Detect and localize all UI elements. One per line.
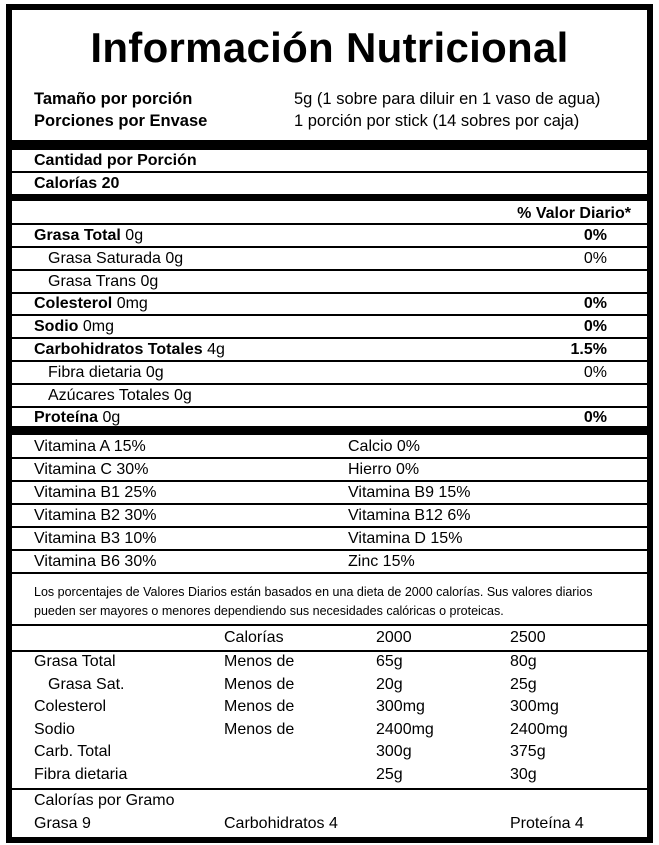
- nutrient-row: [12, 316, 647, 339]
- reference-cell: 2400mg: [510, 720, 568, 738]
- nutrient-label: Grasa Total: [34, 227, 121, 244]
- nutrient-name: [34, 295, 148, 313]
- nutrient-amount: 0g: [125, 227, 144, 244]
- reference-cell: 65g: [376, 653, 403, 670]
- reference-cell: Sodio: [34, 720, 75, 738]
- nutrient-name: [34, 341, 225, 359]
- vitamin-left: Vitamina C 30%: [34, 461, 149, 478]
- label-title: Información Nutricional: [90, 24, 569, 71]
- calories: Calorías 20: [34, 175, 120, 192]
- reference-cell: Grasa Sat.: [48, 675, 125, 693]
- vitamin-right: Calcio 0%: [348, 438, 421, 455]
- vitamin-left: Vitamina B3 10%: [34, 530, 157, 547]
- calories-row: [12, 173, 647, 196]
- nutrient-dv: 1.5%: [570, 341, 607, 358]
- nutrient-row: [12, 225, 647, 248]
- thick-divider: [12, 140, 647, 150]
- nutrient-name: [34, 318, 114, 336]
- servings-per-container-label: Porciones por Envase: [34, 112, 208, 130]
- footnote-divider: [12, 624, 647, 626]
- nutrient-row: [12, 271, 647, 294]
- nutrient-dv: 0%: [583, 363, 607, 381]
- calories-per-gram-carbs: Carbohidratos 4: [224, 815, 338, 832]
- nutrient-amount: 0g: [165, 249, 184, 267]
- reference-header-cell: 2000: [376, 629, 412, 646]
- vitamin-left: Vitamina A 15%: [34, 438, 146, 455]
- nutrient-name: [48, 364, 164, 382]
- serving-size-value: 5g (1 sobre para diluir en 1 vaso de agua): [294, 90, 601, 108]
- vitamin-left: Vitamina B6 30%: [34, 553, 157, 570]
- nutrient-label: Fibra dietaria: [48, 363, 142, 381]
- dv-header: % Valor Diario*: [517, 205, 631, 222]
- dv-footnote: Los porcentajes de Valores Diarios están basados en una dieta de 2000 calorías. Sus valores diarios pueden ser mayores o menores dependiendo sus necesidades calóricas o proteicas.: [34, 585, 593, 618]
- reference-cell: 80g: [510, 653, 537, 670]
- nutrient-label: Colesterol: [34, 295, 113, 313]
- nutrient-name: [34, 227, 143, 245]
- nutrient-dv: 0%: [583, 295, 607, 313]
- serving-size-label: Tamaño por porción: [34, 90, 193, 108]
- vitamin-left: Vitamina B1 25%: [34, 484, 157, 501]
- amount-per-serving-row: [12, 150, 647, 173]
- vitamin-right: Hierro 0%: [348, 461, 420, 478]
- nutrient-dv: 0%: [583, 318, 607, 336]
- nutrient-label: Carbohidratos Totales: [34, 341, 203, 358]
- reference-cell: 25g: [376, 766, 403, 783]
- reference-header-cell: Calorías: [224, 629, 284, 646]
- vitamin-row: [12, 505, 647, 528]
- nutrient-label: Grasa Saturada: [48, 249, 161, 267]
- amount-per-serving: Cantidad por Porción: [34, 152, 197, 169]
- nutrient-row: [12, 362, 647, 385]
- nutrient-row: [12, 339, 647, 362]
- servings-per-container-value: 1 porción por stick (14 sobres por caja): [294, 112, 580, 130]
- nutrient-dv: 0%: [583, 249, 607, 267]
- calories-per-gram-label: Calorías por Gramo: [34, 792, 175, 809]
- reference-cell: 300g: [376, 743, 412, 761]
- nutrient-name: [48, 273, 158, 291]
- nutrient-dv: 0%: [583, 409, 607, 427]
- reference-cell: 300mg: [510, 698, 559, 716]
- nutrient-amount: 0mg: [82, 318, 115, 336]
- vitamin-row: [12, 482, 647, 505]
- reference-cell: Menos de: [224, 653, 295, 670]
- nutrient-dv: 0%: [583, 227, 607, 244]
- vitamin-row: [12, 459, 647, 482]
- reference-header-cell: 2500: [510, 629, 546, 646]
- vitamin-right: Vitamina D 15%: [348, 530, 463, 547]
- reference-cell: 375g: [510, 743, 546, 761]
- reference-cell: Grasa Total: [34, 653, 116, 670]
- thick-divider-vitamins: [12, 426, 647, 435]
- reference-cell: Fibra dietaria: [34, 766, 128, 783]
- vitamin-right: Vitamina B9 15%: [348, 484, 471, 501]
- nutrient-name: [48, 387, 192, 405]
- nutrient-row: [12, 293, 647, 316]
- nutrient-name: [34, 409, 120, 427]
- vitamin-row: [12, 551, 647, 574]
- nutrient-row: [12, 385, 647, 408]
- reference-header-divider: [12, 650, 647, 652]
- reference-cell: 30g: [510, 766, 537, 783]
- vitamin-row: [12, 436, 647, 459]
- nutrient-amount: 0g: [145, 363, 164, 381]
- nutrient-amount: 0mg: [116, 295, 148, 313]
- nutrition-label: [6, 4, 653, 843]
- vitamin-right: Vitamina B12 6%: [348, 507, 471, 524]
- vitamin-left: Vitamina B2 30%: [34, 507, 157, 524]
- nutrient-name: [48, 250, 183, 268]
- nutrient-label: Proteína: [34, 409, 99, 427]
- reference-cell: Menos de: [224, 675, 295, 693]
- reference-cell: 25g: [510, 675, 537, 693]
- nutrient-amount: 0g: [102, 409, 121, 427]
- vitamin-right: Zinc 15%: [348, 553, 415, 570]
- calories-per-gram-divider: [12, 788, 647, 790]
- reference-cell: Menos de: [224, 698, 295, 716]
- nutrient-label: Sodio: [34, 318, 79, 336]
- reference-cell: Menos de: [224, 720, 295, 738]
- nutrient-label: Azúcares Totales: [48, 386, 170, 404]
- reference-cell: 2400mg: [376, 720, 434, 738]
- nutrient-amount: 0g: [140, 272, 159, 290]
- calories-per-gram-protein: Proteína 4: [510, 815, 584, 832]
- vitamin-row: [12, 528, 647, 551]
- reference-cell: 20g: [376, 675, 403, 693]
- calories-per-gram-fat: Grasa 9: [34, 815, 91, 832]
- reference-cell: Carb. Total: [34, 743, 112, 761]
- nutrient-amount: 0g: [174, 386, 192, 404]
- reference-cell: 300mg: [376, 698, 425, 716]
- nutrient-row: [12, 248, 647, 271]
- reference-cell: Colesterol: [34, 698, 107, 716]
- dv-header-row: [12, 201, 647, 225]
- nutrient-amount: 4g: [207, 341, 225, 358]
- nutrient-label: Grasa Trans: [48, 272, 137, 290]
